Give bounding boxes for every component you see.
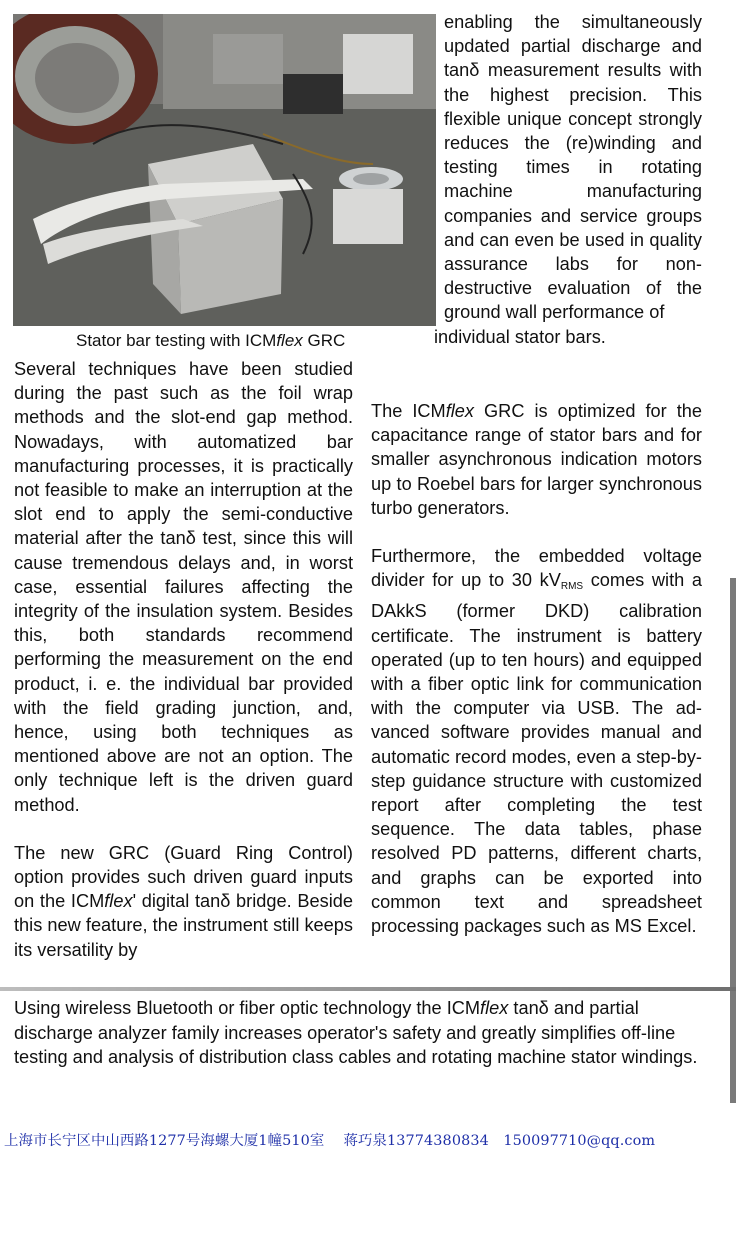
right-top-last-line: individual stator bars.: [434, 326, 606, 347]
contact-line: 上海市长宁区中山西路1277号海螺大厦1幢510室 蒋巧泉13774380834 150097710@qq.com: [4, 1133, 656, 1149]
left-column: [14, 357, 353, 962]
footer-paragraph: Using wireless Bluetooth or fiber optic technology the ICMflex tanδ and partial discharge analyzer family increases operator's safety and greatly simplifies off-line testing and analysis of distribution class cables and rotating machine stator windings.: [14, 998, 698, 1067]
left-paragraph-2: The new GRC (Guard Ring Control) option provides such driven guard inputs on the ICMflex' digital tanδ bridge. Beside this new feature, the instrument still keeps its versatility by: [14, 842, 353, 960]
right-paragraph-2: Furthermore, the embedded voltage divider for up to 30 $kV_{RMS}$ comes with a DAkkS (former DKD) calibration certificate. The instrument is battery operated (up to ten hours) and equipped with a fiber optic link for communication with the computer via USB. The ad-vanced software provides manual and automatic record modes, even a step-by-step guidance structure with customized report after completing the test sequence. The data tables, phase resolved PD patterns, different charts, and graphs can be exported into common text and spreadsheet processing packages such as MS Excel.: [371, 546, 703, 937]
left-paragraph-1: Several techniques have been studied during the past such as the foil wrap methods and the slot-end gap method. Nowadays, with automatized bar manufacturing processes, it is practically not feasible to make an interruption at the slot end to apply the semi-conductive material after the tanδ test, since this will cause tremendous delays and, in worst case, essential failures affecting the integrity of the insulation system. Besides this, both standards recommend performing the measurement on the end product, i. e. the individual bar provided with the field grading junction, and, hence, using both techniques as mentioned above are not an option. The only technique left is the driven guard method.: [14, 359, 353, 815]
right-top-paragraph: enabling the simultaneously updated partial discharge and tanδ measurement results with the highest precision. This flexible unique concept strongly reduces the (re)winding and testing times in rotating machine manufacturing companies and service groups and can even be used in quality assurance labs for non-destructive evaluation of the ground wall performance of: [444, 12, 702, 323]
right-paragraph-1: The ICMflex GRC is optimized for the capacitance range of stator bars and for smaller asynchronous indication motors up to Roebel bars for larger synchronous turbo generators.: [371, 401, 702, 518]
photo-caption: Stator bar testing with ICMflex GRC: [76, 331, 346, 350]
horizontal-rule: [0, 987, 736, 991]
stator-bar-photo: [13, 14, 436, 326]
right-top-text-block: [434, 10, 702, 349]
vertical-rule: [730, 578, 742, 1103]
right-column: [371, 399, 702, 938]
